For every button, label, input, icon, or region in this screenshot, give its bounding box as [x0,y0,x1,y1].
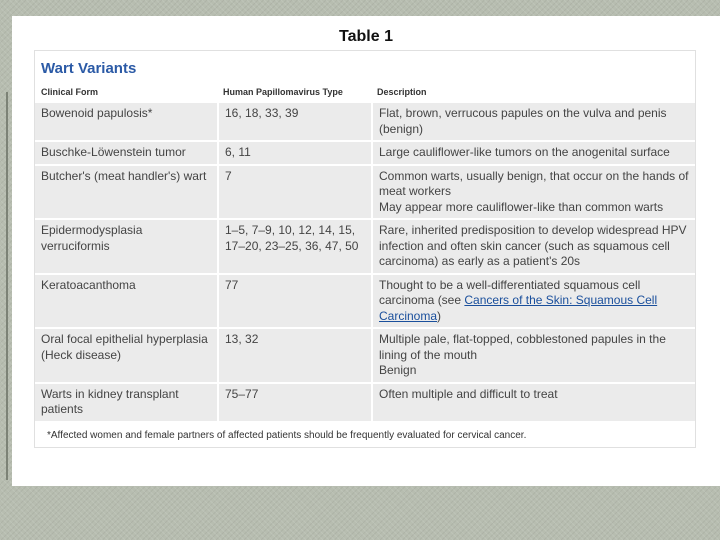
table-row [35,384,695,421]
cell-hpv-type: 1–5, 7–9, 10, 12, 14, 15, 17–20, 23–25, 36, 47, 50 [217,220,371,273]
cell-clinical-form: Buschke-Löwenstein tumor [35,142,217,164]
cell-description [371,220,695,273]
description-line: Rare, inherited predisposition to develop widespread HPV infection and often skin cancer (such as squamous cell carcinoma) as early as a patient's 20s [379,223,687,268]
table-footnote: *Affected women and female partners of affected patients should be frequently evaluated for cervical cancer. [47,429,527,441]
cell-hpv-type: 75–77 [217,384,371,421]
cell-clinical-form: Epidermodysplasia verruciformis [35,220,217,273]
description-line: Benign [379,363,417,377]
description-line: Multiple pale, flat-topped, cobblestoned papules in the lining of the mouth [379,332,666,362]
description-line: Common warts, usually benign, that occur on the hands of meat workers [379,168,689,198]
description-text: Thought to be a well-differentiated squamous cell carcinoma (see [379,277,641,307]
description-line: May appear more cauliflower-like than common warts [379,199,664,214]
cell-clinical-form: Bowenoid papulosis* [35,103,217,140]
table-row [35,166,695,219]
cell-hpv-type: 7 [217,166,371,219]
table-row [35,220,695,273]
description-line: Large cauliflower-like tumors on the anogenital surface [379,145,670,159]
cell-hpv-type: 13, 32 [217,329,371,382]
table-heading: Wart Variants [41,60,137,77]
cell-description [371,166,695,219]
cell-clinical-form: Butcher's (meat handler's) wart [35,166,217,219]
cell-clinical-form: Keratoacanthoma [35,275,217,328]
cell-description [371,329,695,382]
table-row [35,329,695,382]
column-header-description: Description [377,87,427,97]
slide-canvas [12,16,720,486]
cell-clinical-form: Oral focal epithelial hyperplasia (Heck disease) [35,329,217,382]
column-header-hpv-type: Human Papillomavirus Type [223,87,343,97]
table-row [35,142,695,164]
wart-variants-table-box [34,50,696,448]
slide-title: Table 1 [339,28,393,45]
description-text: ) [437,308,442,323]
cell-hpv-type: 16, 18, 33, 39 [217,103,371,140]
description-line: Often multiple and difficult to treat [379,386,558,401]
description-line: Flat, brown, verrucous papules on the vulva and penis (benign) [379,106,667,136]
cell-description [371,142,695,164]
table-row [35,275,695,328]
cell-description [371,103,695,140]
cell-hpv-type: 6, 11 [217,142,371,164]
squamous-cell-carcinoma-link[interactable]: Cancers of the Skin: Squamous Cell Carcinoma [379,293,658,323]
table-row [35,103,695,140]
wart-variants-table [35,83,695,423]
cell-clinical-form: Warts in kidney transplant patients [35,384,217,421]
cell-description [371,384,695,421]
table-header-row [35,85,695,101]
cell-hpv-type: 77 [217,275,371,328]
column-header-clinical-form: Clinical Form [41,87,99,97]
cell-description [371,275,695,328]
slide-background-strip [0,486,720,540]
